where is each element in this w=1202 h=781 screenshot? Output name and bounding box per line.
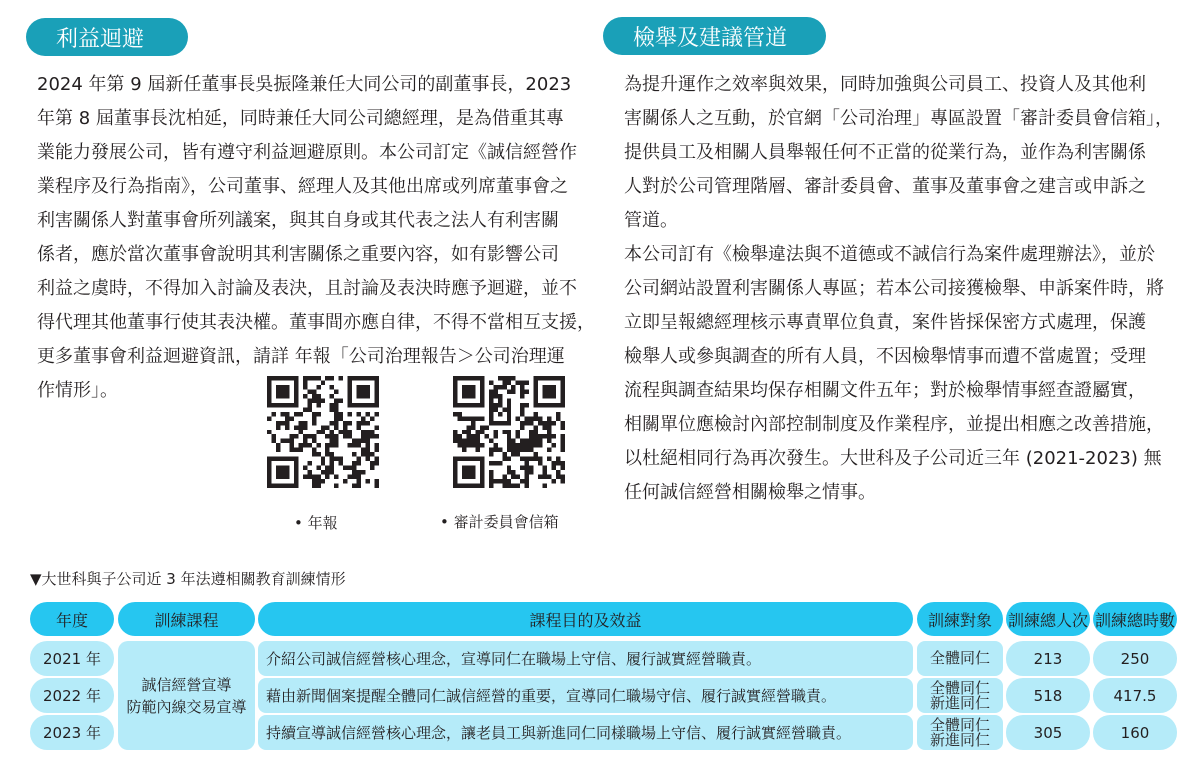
row-target-line: 全體同仁 [929,678,990,697]
conflict-line: 年第 8 屆董事長沈柏延，同時兼任大同公司總經理，是為借重其專 [37,108,564,129]
row-target-line: 新進同仁 [929,693,990,712]
row-people: 213 [1006,641,1090,676]
whistleblow-line: 相關單位應檢討內部控制制度及作業程序，並提出相應之改善措施， [624,414,1164,435]
row-year: 2022 年 [30,678,114,713]
whistleblow-line: 人對於公司管理階層、審計委員會、董事及董事會之建言或申訴之 [624,176,1146,197]
annual-report-qr-label: • 年報 [294,514,338,532]
audit-mailbox-qr-label: • 審計委員會信箱 [440,513,559,531]
section-title-conflict [26,18,188,56]
row-people: 518 [1006,678,1090,713]
row-purpose: 介紹公司誠信經營核心理念，宣導同仁在職場上守信、履行誠實經營職責。 [258,641,913,676]
conflict-line: 作情形」。 [37,380,118,401]
whistleblow-line: 公司網站設置利害關係人專區；若本公司接獲檢舉、申訴案件時，將 [624,278,1164,299]
section-title-whistleblow [603,17,826,55]
whistleblow-line: 任何誠信經營相關檢舉之情事。 [624,482,876,503]
conflict-line: 利益之虞時，不得加入討論及表決，且討論及表決時應予迴避，並不 [37,278,577,299]
row-hours: 250 [1093,641,1177,676]
header-hours: 訓練總時數 [1093,602,1177,636]
row-hours: 160 [1093,715,1177,750]
course-cell [118,641,255,750]
row-target-line: 全體同仁 [929,649,990,667]
row-purpose: 持續宣導誠信經營核心理念，讓老員工與新進同仁同樣職場上守信、履行誠實經營職責。 [258,715,913,750]
whistleblow-line: 本公司訂有《檢舉違法與不道德或不誠信行為案件處理辦法》，並於 [624,244,1155,265]
conflict-line: 係者，應於當次董事會說明其利害關係之重要內容，如有影響公司 [37,244,559,265]
header-people: 訓練總人次 [1006,602,1090,636]
header-course: 訓練課程 [118,602,255,636]
whistleblow-paragraph [624,68,1173,510]
training-table-caption: ▼大世科與子公司近 3 年法遵相關教育訓練情形 [30,570,346,588]
row-people: 305 [1006,715,1090,750]
whistleblow-line: 提供員工及相關人員舉報任何不正當的從業行為，並作為利害關係 [624,142,1146,163]
conflict-line: 業程序及行為指南》，公司董事、經理人及其他出席或列席董事會之 [37,176,568,197]
whistleblow-line: 為提升運作之效率與效果，同時加強與公司員工、投資人及其他利 [624,74,1146,95]
row-target-line: 全體同仁 [929,715,990,734]
row-target [917,641,1003,676]
conflict-line: 得代理其他董事行使其表決權。董事間亦應自律，不得不當相互支援， [37,312,595,333]
row-year: 2023 年 [30,715,114,750]
row-year: 2021 年 [30,641,114,676]
row-target-line: 新進同仁 [929,730,990,749]
row-purpose: 藉由新聞個案提醒全體同仁誠信經營的重要，宣導同仁職場守信、履行誠實經營職責。 [258,678,913,713]
conflict-line: 更多董事會利益迴避資訊，請詳 年報「公司治理報告＞公司治理運 [37,346,565,367]
conflict-paragraph [37,68,595,408]
annual-report-qr-code[interactable] [267,376,379,488]
section-title-conflict-text: 利益迴避 [56,26,145,52]
whistleblow-line: 流程與調查結果均保存相關文件五年；對於檢舉情事經查證屬實， [624,380,1146,401]
whistleblow-line: 害關係人之互動，於官網「公司治理」專區設置「審計委員會信箱」， [624,108,1173,129]
header-year: 年度 [30,602,114,636]
whistleblow-line: 管道。 [624,210,678,231]
course-line: 防範內線交易宣導 [126,697,247,716]
whistleblow-line: 立即呈報總經理核示專責單位負責，案件皆採保密方式處理，保護 [624,312,1146,333]
section-title-whistleblow-text: 檢舉及建議管道 [633,25,788,51]
header-target: 訓練對象 [917,602,1003,636]
header-purpose: 課程目的及效益 [258,602,913,636]
conflict-line: 業能力發展公司，皆有遵守利益迴避原則。本公司訂定《誠信經營作 [37,142,577,163]
audit-mailbox-qr-code[interactable] [453,376,565,488]
whistleblow-line: 檢舉人或參與調查的所有人員，不因檢舉情事而遭不當處置；受理 [624,346,1146,367]
conflict-line: 利害關係人對董事會所列議案，與其自身或其代表之法人有利害關 [37,210,559,231]
course-line: 誠信經營宣導 [141,675,232,694]
conflict-line: 2024 年第 9 屆新任董事長吳振隆兼任大同公司的副董事長，2023 [37,74,572,95]
row-hours: 417.5 [1093,678,1177,713]
whistleblow-line: 以杜絕相同行為再次發生。大世科及子公司近三年 (2021-2023) 無 [624,448,1162,469]
row-target [917,678,1003,713]
row-target [917,715,1003,750]
